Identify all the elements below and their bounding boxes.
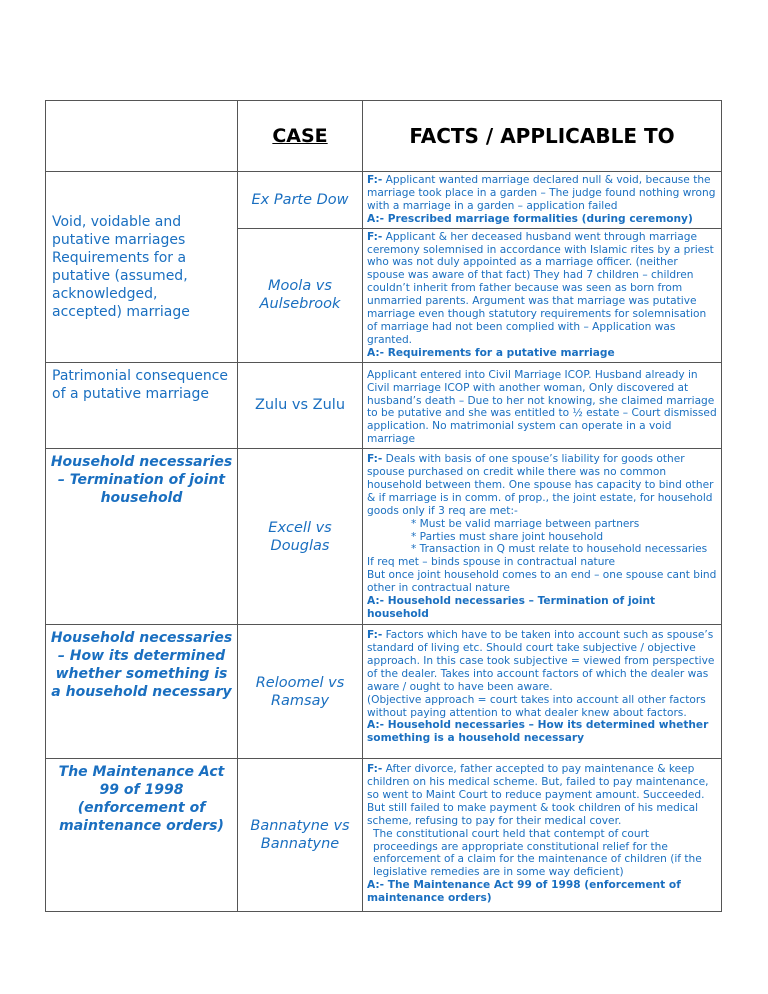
facts-text: Deals with basis of one spouse’s liability for goods other spouse purchased on credit while there was no common household between them. One spouse has capacity to bind other & if marriage is in comm. of prop., the joint estate, for household goods only if 3 req are met:- — [367, 453, 714, 517]
topic-cell: The Maintenance Act 99 of 1998 (enforcement of maintenance orders) — [46, 759, 238, 912]
topic-cell: Household necessaries – Termination of joint household — [46, 449, 238, 625]
case-name: Bannatyne vs Bannatyne — [238, 759, 363, 912]
topic-cell: Household necessaries – How its determined whether something is a household necessary — [46, 625, 238, 759]
table-row — [46, 449, 722, 625]
facts-text: (Objective approach = court takes into account all other factors without paying attention to what dealer knew about factors. — [367, 693, 706, 719]
facts-cell — [363, 449, 722, 625]
table-row — [46, 362, 722, 448]
requirement-item: * Transaction in Q must relate to household necessaries — [411, 543, 708, 556]
header-facts: FACTS / APPLICABLE TO — [363, 101, 722, 172]
facts-cell — [363, 228, 722, 362]
applicable-text: A:- Household necessaries – Termination of joint household — [367, 595, 656, 620]
facts-label: F:- — [367, 230, 383, 243]
table-row — [46, 172, 722, 229]
table-row — [46, 625, 722, 759]
header-case: CASE — [238, 101, 363, 172]
facts-label: F:- — [367, 453, 383, 466]
facts-cell — [363, 362, 722, 448]
applicable-text: A:- The Maintenance Act 99 of 1998 (enforcement of maintenance orders) — [367, 879, 681, 905]
facts-text: Applicant entered into Civil Marriage ICOP. Husband already in Civil marriage ICOP with another woman, Only discovered at husband’s death – Due to her not knowing, she claimed marriage to be putative and she was entitled to ½ estate – Court dismissed application. No matrimonial system can operate in a void marriage — [367, 368, 717, 446]
applicable-text: A:- Household necessaries – How its determined whether something is a household necessary — [367, 719, 709, 745]
case-name: Reloomel vs Ramsay — [238, 625, 363, 759]
requirement-item: * Parties must share joint household — [411, 530, 604, 543]
facts-text: Factors which have to be taken into account such as spouse’s standard of living etc. Should court take subjective / objective approach. In this case took subjective = viewed from perspective of the dealer. Takes into account factors of which the dealer was aware / ought to have been aware. — [367, 629, 715, 693]
facts-label: F:- — [367, 763, 383, 776]
facts-text: Applicant & her deceased husband went through marriage ceremony solemnised in accordance with Islamic rites by a priest who was not duly appointed as a marriage officer. (neither spouse was aware of that fact) They had 7 children – children couldn’t inherit from father because was seen as born from unmarried parents. Argument was that marriage was putative marriage even though statutory requirements for solemnisation of marriage had not been complied with – Application was granted. — [367, 230, 714, 346]
facts-text: But once joint household comes to an end – one spouse cant bind other in contractual nature — [367, 569, 717, 595]
facts-cell — [363, 625, 722, 759]
case-name: Ex Parte Dow — [238, 172, 363, 229]
case-name: Moola vs Aulsebrook — [238, 228, 363, 362]
facts-label: F:- — [367, 174, 383, 186]
facts-cell — [363, 172, 722, 229]
facts-text: Applicant wanted marriage declared null & void, because the marriage took place in a garden – The judge found nothing wrong with a marriage in a garden – application failed — [367, 174, 716, 212]
facts-text: The constitutional court held that contempt of court proceedings are appropriate constitutional relief for the enforcement of a claim for the maintenance of children (if the legislative remedies are in some way deficient) — [373, 827, 702, 879]
case-table — [45, 100, 722, 912]
facts-label: F:- — [367, 629, 383, 642]
header-row — [46, 101, 722, 172]
requirement-item: * Must be valid marriage between partners — [411, 517, 640, 530]
table-row — [46, 759, 722, 912]
facts-text: If req met – binds spouse in contractual nature — [367, 556, 616, 569]
applicable-text: A:- Prescribed marriage formalities (during ceremony) — [367, 212, 693, 225]
facts-text: After divorce, father accepted to pay maintenance & keep children on his medical scheme. But, failed to pay maintenance, so went to Maint Court to reduce payment amount. Succeeded. But still failed to make payment & took children of his medical scheme, refusing to pay for their medical cover. — [367, 763, 709, 827]
topic-cell: Patrimonial consequence of a putative marriage — [46, 362, 238, 448]
applicable-text: A:- Requirements for a putative marriage — [367, 346, 615, 359]
case-name: Zulu vs Zulu — [238, 362, 363, 448]
case-name: Excell vs Douglas — [238, 449, 363, 625]
facts-cell — [363, 759, 722, 912]
topic-cell: Void, voidable and putative marriages Requirements for a putative (assumed, acknowledged, accepted) marriage — [46, 172, 238, 363]
header-topic — [46, 101, 238, 172]
